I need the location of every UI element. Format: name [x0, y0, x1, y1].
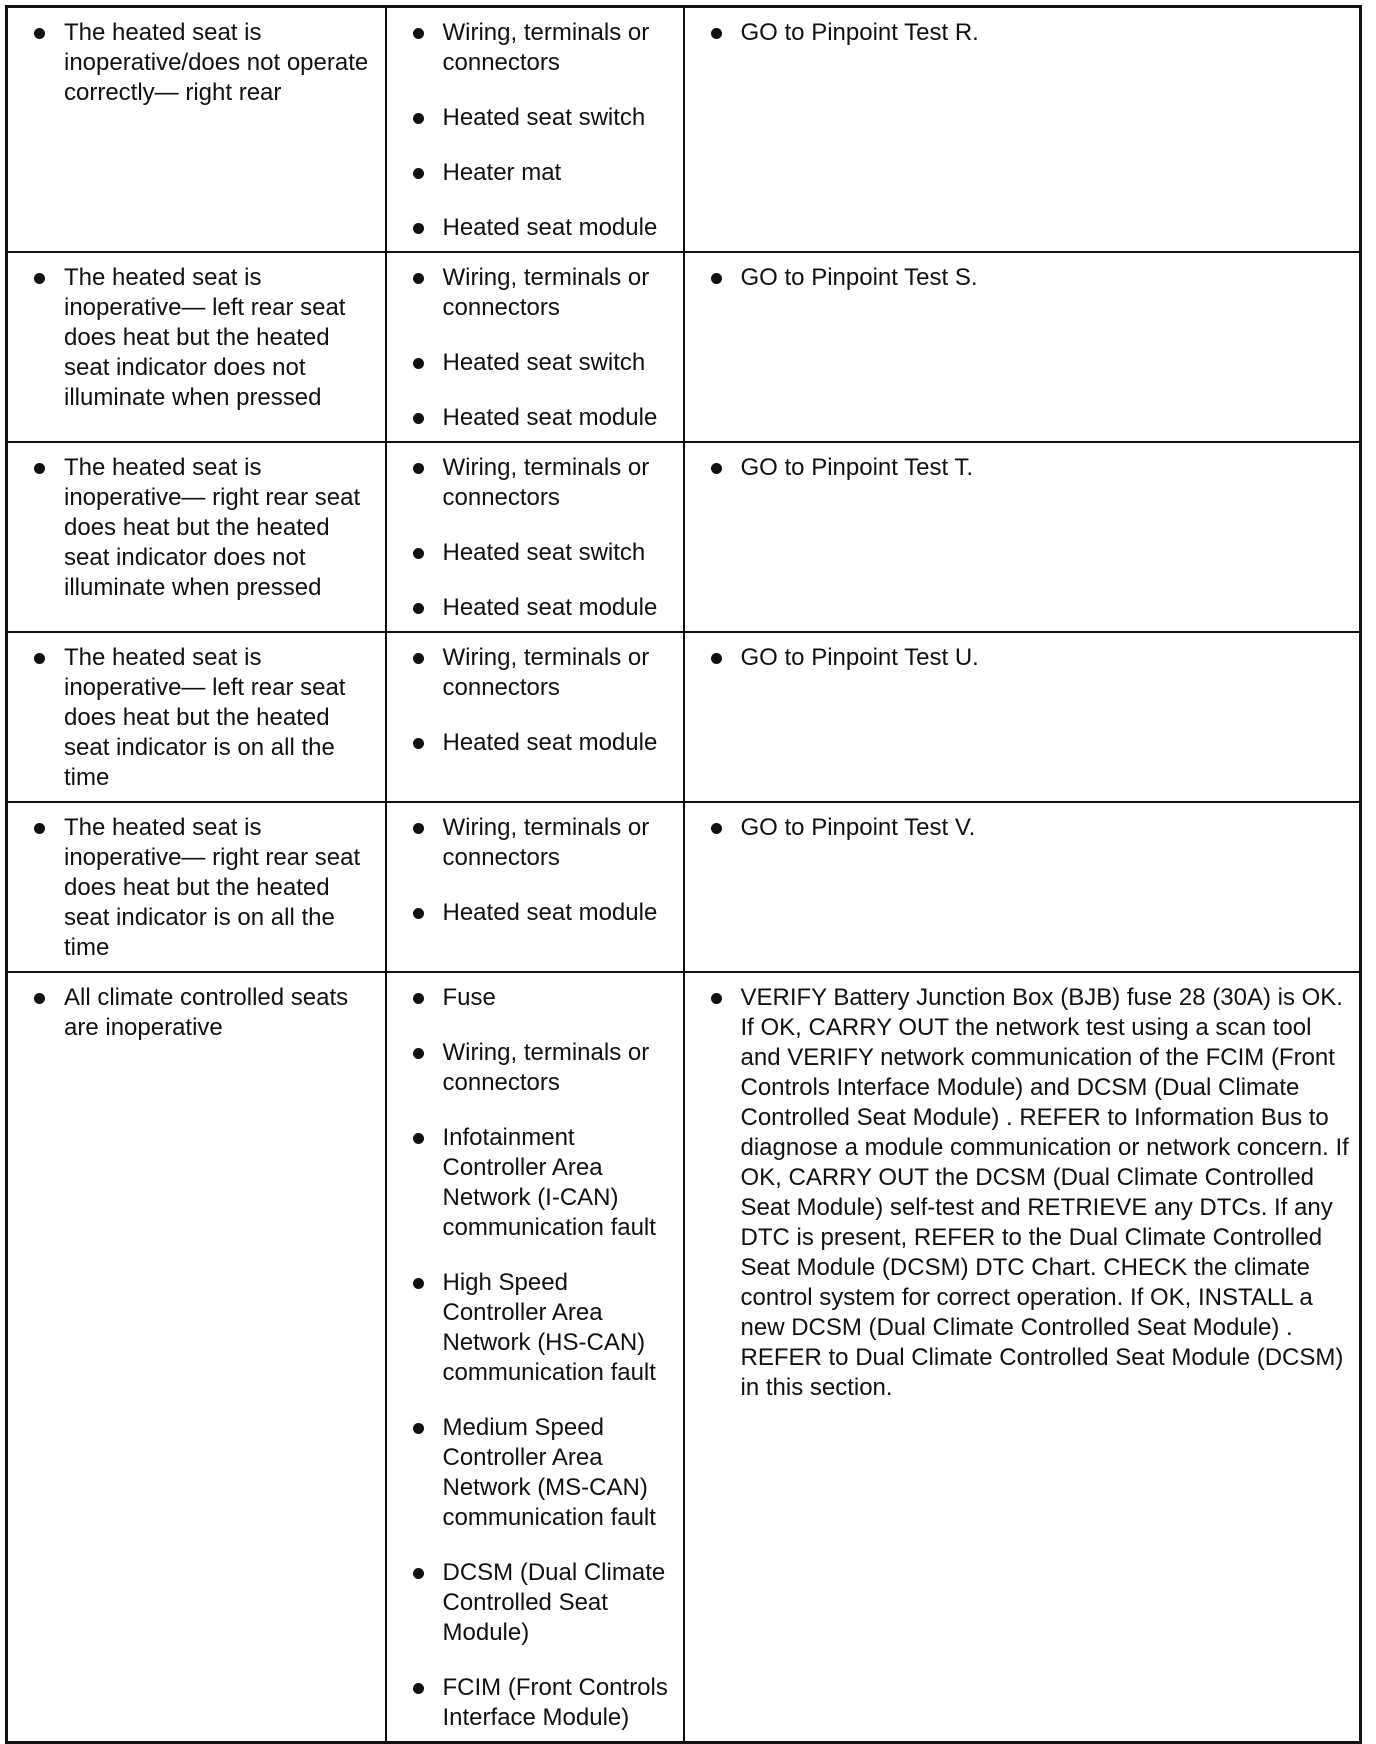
possible-sources-cell: [386, 802, 684, 972]
action-item: [707, 643, 1354, 673]
action-cell: [684, 802, 1361, 972]
action-list: [707, 453, 1354, 483]
table-row: [7, 632, 1361, 802]
action-text: GO to Pinpoint Test S.: [740, 264, 978, 291]
symptom-text: The heated seat is inoperative— left rear seat does heat but the heated seat indicator does not illuminate when pressed: [30, 263, 379, 413]
possible-sources-list: [409, 18, 677, 243]
symptom-cell: [7, 972, 386, 1743]
possible-sources-cell: [386, 632, 684, 802]
table-row: [7, 7, 1361, 253]
action-list: [707, 643, 1354, 673]
symptom-list: [30, 263, 379, 413]
action-cell: [684, 632, 1361, 802]
action-list: [707, 18, 1354, 48]
symptom-cell: [7, 7, 386, 253]
action-item: [707, 263, 1354, 293]
possible-source-item: Heated seat switch: [409, 348, 677, 378]
possible-sources-cell: [386, 972, 684, 1743]
action-text: GO to Pinpoint Test R.: [740, 19, 979, 46]
action-cell: [684, 972, 1361, 1743]
possible-sources-list: [409, 983, 677, 1733]
symptom-list: [30, 18, 379, 108]
possible-source-item: Fuse: [409, 983, 677, 1013]
action-text: VERIFY Battery Junction Box (BJB) fuse 28 (30A) is OK. If OK, CARRY OUT the network test using a scan tool and VERIFY network communication of the FCIM (Front Controls Interface Module) and DCSM (Dual Climate Controlled Seat Module) . REFER to Information Bus to diagnose a module communication or network concern. If OK, CARRY OUT the DCSM (Dual Climate Controlled Seat Module) self-test and RETRIEVE any DTCs. If any DTC is present, REFER to the Dual Climate Controlled Seat Module (DCSM) DTC Chart. CHECK the climate control system for correct operation. If OK, INSTALL a new DCSM (Dual Climate Controlled Seat Module) . REFER to Dual Climate Controlled Seat Module (DCSM) in this section.: [740, 984, 1349, 1401]
action-item: [707, 453, 1354, 483]
possible-sources-cell: [386, 252, 684, 442]
possible-source-item: FCIM (Front Controls Interface Module): [409, 1673, 677, 1733]
symptom-list: [30, 643, 379, 793]
possible-sources-list: [409, 643, 677, 758]
possible-source-item: Wiring, terminals or connectors: [409, 18, 677, 78]
possible-source-item: Medium Speed Controller Area Network (MS-CAN) communication fault: [409, 1413, 677, 1533]
possible-source-item: Heated seat switch: [409, 103, 677, 133]
table-row: [7, 802, 1361, 972]
symptom-text: The heated seat is inoperative/does not operate correctly— right rear: [30, 18, 379, 108]
symptom-cell: [7, 252, 386, 442]
possible-source-item: Heated seat switch: [409, 538, 677, 568]
possible-source-item: Wiring, terminals or connectors: [409, 1038, 677, 1098]
action-cell: [684, 442, 1361, 632]
possible-sources-list: [409, 263, 677, 433]
possible-source-item: Heated seat module: [409, 898, 677, 928]
symptom-list: [30, 813, 379, 963]
action-text: GO to Pinpoint Test V.: [740, 814, 976, 841]
symptom-list: [30, 983, 379, 1043]
possible-sources-cell: [386, 7, 684, 253]
possible-source-item: DCSM (Dual Climate Controlled Seat Module): [409, 1558, 677, 1648]
possible-source-item: Wiring, terminals or connectors: [409, 453, 677, 513]
possible-source-item: Heated seat module: [409, 403, 677, 433]
table-row: [7, 252, 1361, 442]
possible-source-item: Wiring, terminals or connectors: [409, 813, 677, 873]
table-row: [7, 972, 1361, 1743]
action-list: [707, 983, 1354, 1403]
action-item: [707, 18, 1354, 48]
possible-source-item: Heated seat module: [409, 213, 677, 243]
action-list: [707, 263, 1354, 293]
possible-source-item: High Speed Controller Area Network (HS-CAN) communication fault: [409, 1268, 677, 1388]
possible-sources-list: [409, 813, 677, 928]
symptom-list: [30, 453, 379, 603]
table-row: [7, 442, 1361, 632]
action-cell: [684, 7, 1361, 253]
possible-source-item: Heated seat module: [409, 593, 677, 623]
action-text: GO to Pinpoint Test T.: [740, 454, 974, 481]
symptom-cell: [7, 442, 386, 632]
symptom-text: The heated seat is inoperative— right rear seat does heat but the heated seat indicator does not illuminate when pressed: [30, 453, 379, 603]
possible-source-item: Heated seat module: [409, 728, 677, 758]
possible-sources-cell: [386, 442, 684, 632]
action-list: [707, 813, 1354, 843]
symptom-cell: [7, 632, 386, 802]
symptom-text: The heated seat is inoperative— left rear seat does heat but the heated seat indicator is on all the time: [30, 643, 379, 793]
action-item: [707, 813, 1354, 843]
action-cell: [684, 252, 1361, 442]
possible-source-item: Wiring, terminals or connectors: [409, 263, 677, 323]
symptom-text: The heated seat is inoperative— right rear seat does heat but the heated seat indicator is on all the time: [30, 813, 379, 963]
action-text: GO to Pinpoint Test U.: [740, 644, 979, 671]
symptom-cell: [7, 802, 386, 972]
symptom-text: All climate controlled seats are inoperative: [30, 983, 379, 1043]
action-item: [707, 983, 1354, 1403]
possible-source-item: Heater mat: [409, 158, 677, 188]
possible-source-item: Infotainment Controller Area Network (I-CAN) communication fault: [409, 1123, 677, 1243]
symptom-chart-table: [5, 5, 1362, 1744]
table-body: [7, 7, 1361, 1743]
possible-source-item: Wiring, terminals or connectors: [409, 643, 677, 703]
possible-sources-list: [409, 453, 677, 623]
